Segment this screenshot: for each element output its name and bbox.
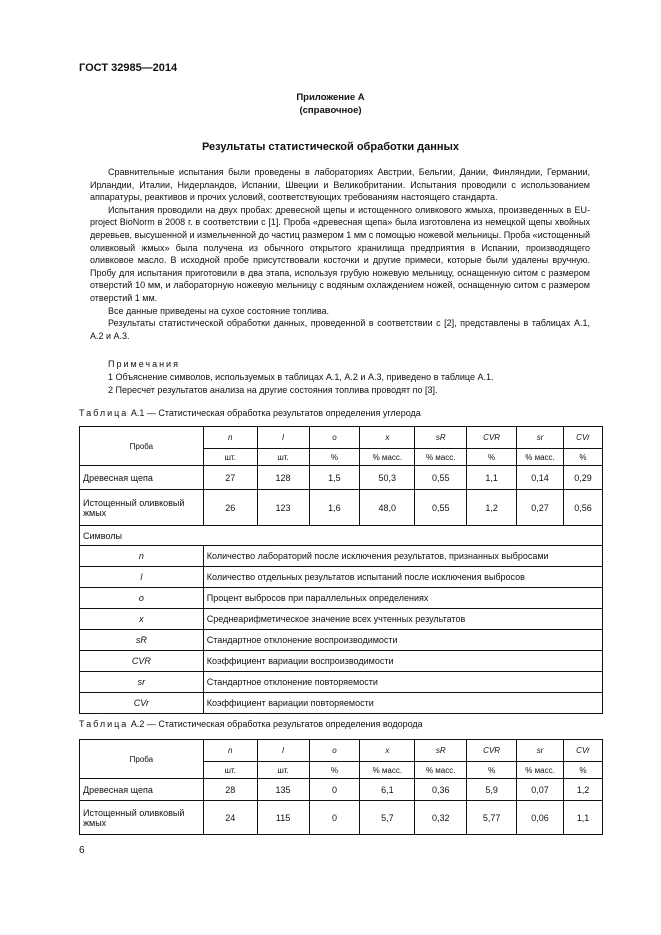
note-2: 2 Пересчет результатов анализа на другие состояния топлива проводят по [3]. [108, 385, 438, 395]
t1-sym-sR: sR [415, 427, 467, 449]
legend-desc: Среднеарифметическое значение всех учтенных результатов [203, 609, 602, 630]
t2-sym-CVr: CVr [564, 740, 603, 762]
t2-cell: 135 [257, 779, 309, 801]
paragraph-1: Сравнительные испытания были проведены в лабораториях Австрии, Бельгии, Дании, Финляндии, Германии, Ирландии, Италии, Нидерландов, Испании, Швеции и Великобритании. Испытания проводили с использованием аппаратуры, реактивов и прочих условий, соответствующих требованиям настоящего стандарта. [90, 167, 590, 203]
t1-unit: % масс. [517, 449, 564, 466]
table-row [80, 801, 603, 835]
note-1: 1 Объяснение символов, используемых в таблицах А.1, А.2 и А.3, приведено в таблице А.1. [108, 372, 494, 382]
t1-unit: шт. [203, 449, 257, 466]
legend-symbol: CVr [80, 693, 204, 714]
t2-unit: % [467, 762, 517, 779]
t2-sym-sR: sR [415, 740, 467, 762]
t1-cell: 0,27 [517, 490, 564, 526]
table2-caption-text: А.2 — Статистическая обработка результатов определения водорода [130, 719, 423, 729]
t2-sym-l: l [257, 740, 309, 762]
t1-unit: % [563, 449, 602, 466]
t1-sym-n: n [203, 427, 257, 449]
legend-desc: Стандартное отклонение воспроизводимости [203, 630, 602, 651]
t2-unit: шт. [257, 762, 309, 779]
t2-cell: 5,7 [360, 801, 415, 835]
legend-symbol: o [80, 588, 204, 609]
t1-cell: 1,5 [309, 466, 360, 490]
table1-caption-prefix: Таблица [79, 408, 129, 418]
table-a2 [79, 739, 603, 835]
t1-cell: 1,1 [467, 466, 517, 490]
page-number: 6 [79, 845, 85, 856]
table1-col-head: Проба [80, 427, 204, 466]
t1-sym-x: x [360, 427, 415, 449]
t2-unit: % масс. [517, 762, 564, 779]
t2-unit: % масс. [360, 762, 415, 779]
t2-cell: 5,77 [467, 801, 517, 835]
t2-cell: 0 [309, 801, 360, 835]
appendix-title: Приложение А [296, 92, 365, 103]
t2-cell: 0,32 [415, 801, 467, 835]
notes-block [108, 358, 588, 397]
legend-row [80, 609, 603, 630]
table-a1 [79, 426, 603, 714]
legend-symbol: sr [80, 672, 204, 693]
table-row [80, 490, 603, 526]
legend-row [80, 672, 603, 693]
t2-unit: % масс. [415, 762, 467, 779]
t1-sym-sr: sr [517, 427, 564, 449]
legend-symbol: n [80, 546, 204, 567]
t2-sym-x: x [360, 740, 415, 762]
table-row [80, 779, 603, 801]
t2-cell: 0 [309, 779, 360, 801]
legend-desc: Количество лабораторий после исключения результатов, признанных выбросами [203, 546, 602, 567]
section-title: Результаты статистической обработки данных [201, 141, 460, 153]
t2-cell: 0,36 [415, 779, 467, 801]
t2-row2-name: Истощенный оливковый жмых [80, 801, 204, 835]
t1-unit: % масс. [415, 449, 467, 466]
t2-cell: 1,1 [564, 801, 603, 835]
t2-cell: 0,06 [517, 801, 564, 835]
legend-desc: Процент выбросов при параллельных определениях [203, 588, 602, 609]
legend-row [80, 546, 603, 567]
t1-cell: 123 [257, 490, 309, 526]
legend-desc: Коэффициент вариации повторяемости [203, 693, 602, 714]
t2-cell: 0,07 [517, 779, 564, 801]
table2-caption [79, 719, 423, 729]
t2-cell: 115 [257, 801, 309, 835]
legend-row [80, 693, 603, 714]
t2-unit: % [309, 762, 360, 779]
table2-col-head: Проба [80, 740, 204, 779]
t2-unit: шт. [203, 762, 257, 779]
legend-row [80, 630, 603, 651]
legend-row [80, 588, 603, 609]
t2-cell: 28 [203, 779, 257, 801]
t2-sym-o: o [309, 740, 360, 762]
legend-desc: Стандартное отклонение повторяемости [203, 672, 602, 693]
table2-caption-prefix: Таблица [79, 719, 129, 729]
t2-sym-n: n [203, 740, 257, 762]
t1-sym-o: o [309, 427, 360, 449]
table1-caption [79, 408, 421, 418]
legend-symbol: CVR [80, 651, 204, 672]
appendix-kind: (справочное) [299, 105, 362, 116]
t1-row1-name: Древесная щепа [80, 466, 204, 490]
legend-row [80, 651, 603, 672]
legend-symbol: sR [80, 630, 204, 651]
t1-symbols-title: Символы [80, 526, 603, 546]
t2-cell: 5,9 [467, 779, 517, 801]
t1-cell: 0,14 [517, 466, 564, 490]
t1-cell: 48,0 [360, 490, 415, 526]
t1-unit: % масс. [360, 449, 415, 466]
t1-unit: % [467, 449, 517, 466]
t1-unit: шт. [257, 449, 309, 466]
paragraph-3: Все данные приведены на сухое состояние топлива. [108, 305, 330, 316]
t1-sym-CVr: CVr [563, 427, 602, 449]
paragraph-4: Результаты статистической обработки данных, проведенной в соответствии с [2], представлены в таблицах А.1, А.2 и А.3. [90, 318, 590, 341]
t2-unit: % [564, 762, 603, 779]
t1-row2-name: Истощенный оливковый жмых [80, 490, 204, 526]
t1-cell: 1,6 [309, 490, 360, 526]
t1-cell: 27 [203, 466, 257, 490]
legend-symbol: x [80, 609, 204, 630]
t1-cell: 26 [203, 490, 257, 526]
legend-desc: Количество отдельных результатов испытаний после исключения выбросов [203, 567, 602, 588]
legend-symbol: l [80, 567, 204, 588]
t1-cell: 0,56 [563, 490, 602, 526]
legend-desc: Коэффициент вариации воспроизводимости [203, 651, 602, 672]
t2-cell: 1,2 [564, 779, 603, 801]
t1-cell: 0,55 [415, 490, 467, 526]
table1-caption-text: А.1 — Статистическая обработка результатов определения углерода [130, 408, 421, 418]
t1-cell: 0,29 [563, 466, 602, 490]
t2-cell: 6,1 [360, 779, 415, 801]
body-text [90, 166, 590, 342]
document-header: ГОСТ 32985—2014 [79, 62, 178, 74]
legend-row [80, 567, 603, 588]
t1-cell: 0,55 [415, 466, 467, 490]
t1-cell: 50,3 [360, 466, 415, 490]
t1-unit: % [309, 449, 360, 466]
t2-row1-name: Древесная щепа [80, 779, 204, 801]
table-row [80, 466, 603, 490]
appendix-heading [0, 91, 661, 117]
t1-cell: 128 [257, 466, 309, 490]
t2-cell: 24 [203, 801, 257, 835]
t2-sym-sr: sr [517, 740, 564, 762]
t1-sym-CVR: CVR [467, 427, 517, 449]
notes-header: Примечания [108, 359, 180, 369]
paragraph-2: Испытания проводили на двух пробах: древесной щепы и истощенного оливкового жмыха, произведенных в EU-project BioNorm в 2008 г. в соответствии с [1]. Проба «древесная щепа» была изготовлена из немецкой щепы хвойных деревьев, высушенной и измельченной до частиц размером 1 мм с помощью ножевой мельницы. Проба «истощенный оливковый жмых» была получена из обычного открытого хранилища предприятия в Испании, производящего оливковое масло. В исходной пробе присутствовали косточки и другие примеси, которые были удалены вручную. Пробу для испытания приготовили в два этапа, используя грубую ножевую мельницу, оснащенную ситом с размером отверстий 10 мм, и лабораторную ножевую мельницу с водяным охлаждением ножей, оснащенную ситом с размером отверстий 1 мм. [90, 204, 590, 303]
t2-sym-CVR: CVR [467, 740, 517, 762]
t1-cell: 1,2 [467, 490, 517, 526]
t1-sym-l: l [257, 427, 309, 449]
